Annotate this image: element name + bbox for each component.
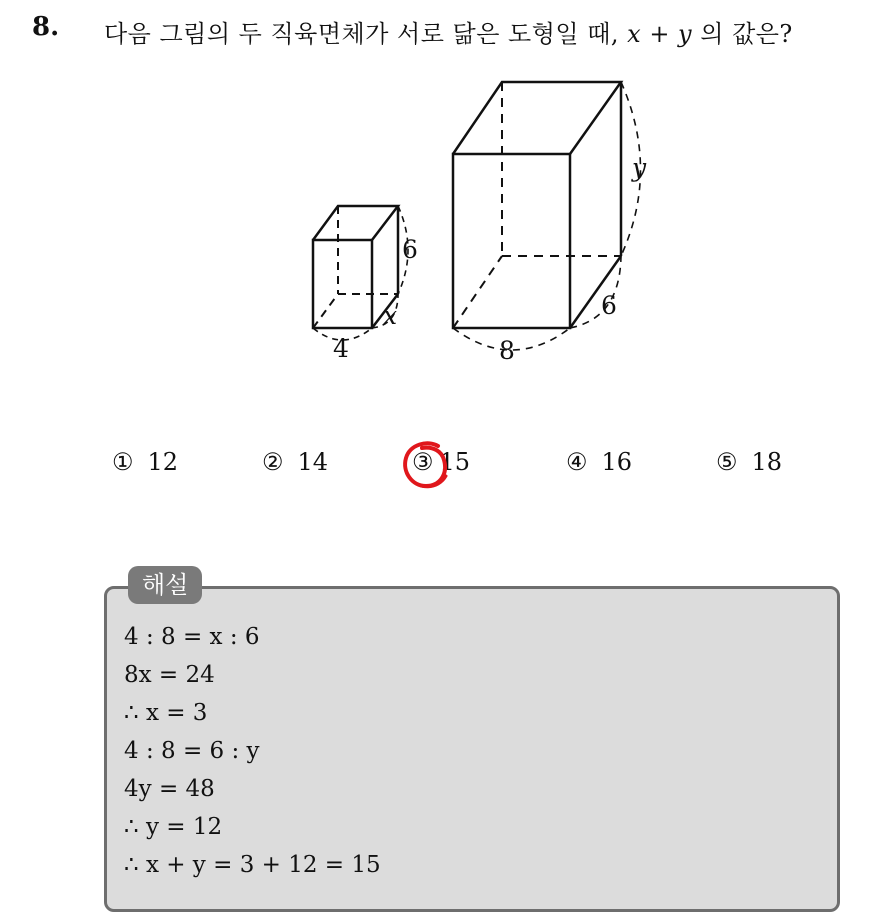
solution-line-4: 4 : 8 = 6 : y [124, 738, 260, 764]
choice-4-value: 16 [601, 448, 633, 476]
choice-1[interactable] [112, 448, 178, 476]
small-depth-label: x [383, 301, 398, 330]
choice-1-value: 12 [147, 448, 179, 476]
small-height-label: 6 [402, 235, 418, 264]
question-text-before: 다음 그림의 두 직육면체가 서로 닮은 도형일 때, [104, 20, 628, 48]
choice-5-mark: ⑤ [716, 448, 738, 476]
solution-line-2: 8x = 24 [124, 662, 215, 688]
small-width-label: 4 [333, 334, 349, 363]
solution-line-7: ∴ x + y = 3 + 12 = 15 [124, 852, 381, 878]
choice-4[interactable] [566, 448, 632, 476]
choice-2[interactable] [262, 448, 328, 476]
choice-5[interactable] [716, 448, 782, 476]
solution-tag: 해설 [128, 566, 202, 604]
choice-4-mark: ④ [566, 448, 588, 476]
choice-3-value: 15 [439, 448, 471, 476]
solution-line-3: ∴ x = 3 [124, 700, 208, 726]
question-expression: x + y [627, 20, 693, 48]
question-text-after: 의 값은? [692, 20, 793, 48]
choice-2-mark: ② [262, 448, 284, 476]
choice-2-value: 14 [297, 448, 329, 476]
large-depth-label: 6 [601, 291, 617, 320]
cuboids-figure [0, 0, 884, 400]
solution-lines [124, 618, 381, 884]
answer-circle-annotation [398, 438, 454, 494]
solution-line-5: 4y = 48 [124, 776, 215, 802]
choice-1-mark: ① [112, 448, 134, 476]
choice-5-value: 18 [751, 448, 783, 476]
large-width-label: 8 [499, 336, 515, 365]
question-number: 8. [32, 12, 60, 42]
large-height-label: y [632, 153, 647, 182]
choice-3-mark: ③ [412, 448, 434, 476]
solution-line-1: 4 : 8 = x : 6 [124, 624, 260, 650]
solution-line-6: ∴ y = 12 [124, 814, 223, 840]
